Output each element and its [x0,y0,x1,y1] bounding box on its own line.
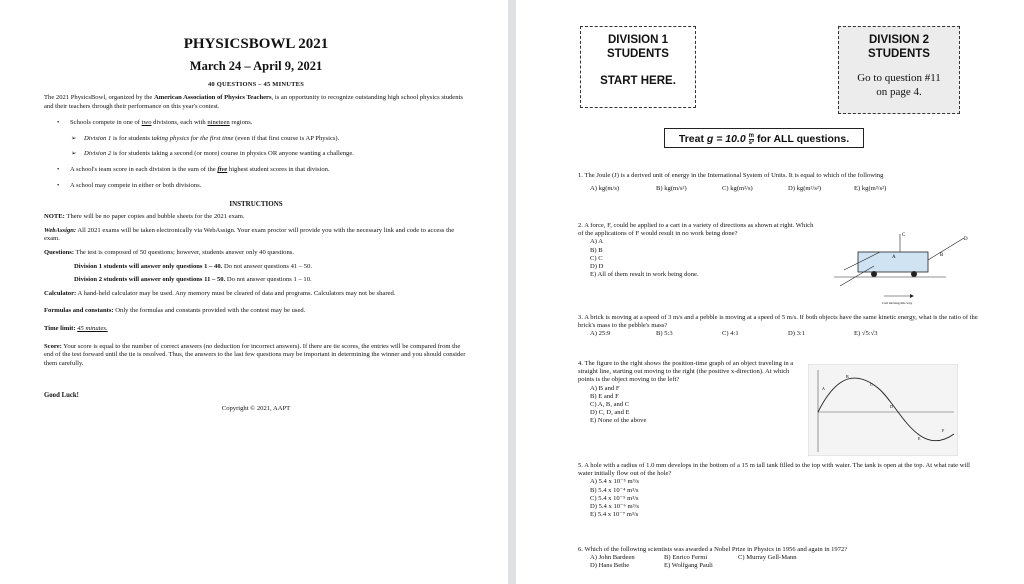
svg-text:D: D [890,404,893,409]
contest-title: PHYSICSBOWL 2021 [183,36,329,52]
position-time-graph [808,364,958,456]
rule-divisions: • Schools compete in one of two divisions, each with nineteen regions. [70,119,468,128]
page-left [0,0,508,584]
svg-text:D: D [964,237,968,242]
copyright: Copyright © 2021, AAPT [221,405,291,413]
svg-text:C: C [870,382,873,387]
svg-text:C: C [902,233,906,238]
note-row: NOTE: There will be no paper copies and bubble sheets for the 2021 exam. [44,213,245,221]
svg-text:F: F [942,428,945,433]
question-1: 1. The Joule (J) is a derived unit of energy in the International System of Units. It is equal to which of the following A) kg(m/s) B) kg(m/s²) C) kg(m²/s) D) kg(m²/s²) E) kg(m³/s²) [578,172,887,193]
intro-paragraph: The 2021 PhysicsBowl, organized by the American Association of Physics Teachers, is an opportunity to recognize outstanding high school physics students and their teachers through their performance on this year's contest. [44,94,463,110]
time-limit-row: Time limit: 45 minutes. [44,324,108,332]
rule-division-1: ➢ Division 1 is for students taking physics for the first time (even if that first course is AP Physics). [84,135,468,144]
svg-text:A: A [822,386,825,391]
question-6: 6. Which of the following scientists was awarded a Nobel Prize in Physics in 1956 and again in 1972? A) John Bardeen B) Enrico Fermi C) Murray Gell-Mann D) Hans Bethe E) Wolfgang Pauli [578,546,848,570]
question-4: 4. The figure to the right shows the position-time graph of an object traveling in a straight line, starting out moving to the right (the positive x-direction). At which points is the object moving to the left? A) B and F B) E and F C) A, B, and C D) C, D, and E E) None of the above [578,360,794,425]
good-luck: Good Luck! [44,392,79,400]
organization-name: American Association of Physics Teachers [153,94,272,101]
rule-division-2: ➢ Division 2 is for students taking a second (or more) course in physics OR anyone wanting a challenge. [84,150,468,159]
division-2-questions: Division 2 students will answer only questions 11 – 50. Do not answer questions 1 – 10. [74,276,312,284]
svg-text:E: E [918,436,921,441]
question-2: 2. A force, F, could be applied to a cart in a variety of directions as shown at right. Which of the applications of F would result in no work being done? A) A B) B C) C D) D E) All of them result in work being done. [578,222,814,279]
svg-text:B: B [846,374,849,379]
contest-subtitle: 40 QUESTIONS – 45 MINUTES [207,81,305,88]
division-2-box: DIVISION 2 STUDENTS Go to question #11 on page 4. [838,26,960,114]
gravity-note: Treat g = 10.0 $\frac{m}{\text{s²}}$ for ALL questions. [664,128,864,148]
svg-text:B: B [940,253,944,258]
cart-force-diagram [834,226,974,310]
page-right [516,0,1024,584]
division-1-questions: Division 1 students will answer only questions 1 – 40. Do not answer questions 41 – 50. [74,262,313,270]
calculator-row: Calculator: A hand-held calculator may be used. Any memory must be cleared of data and programs. Calculators may not be shared. [44,289,396,297]
rule-both-divisions: • A school may compete in either or both divisions. [70,182,468,191]
rules-list [70,119,468,190]
instructions-heading: INSTRUCTIONS [229,200,283,209]
svg-text:A: A [892,255,896,260]
webassign-row: WebAssign: All 2021 exams will be taken electronically via WebAssign. Your exam proctor will provide you with the necessary link and code to access the exam. [44,226,455,243]
svg-text:Cart moving this way: Cart moving this way [882,301,913,305]
rule-team-score: • A school's team score in each division is the sum of the five highest student scores in that division. [70,166,468,175]
question-3: 3. A brick is moving at a speed of 3 m/s and a pebble is moving at a speed of 5 m/s. If both objects have the same kinetic energy, what is the ratio of the brick's mass to the pebble's mass? A) 25:9 B) 5:3 C) 4:1 D) 3:1 E) √5:√3 [578,314,978,338]
contest-dates: March 24 – April 9, 2021 [189,59,323,73]
question-5: 5. A hole with a radius of 1.0 mm develops in the bottom of a 15 m tall tank filled to the top with water. The tank is open at the top. At what rate will water initially flow out of the hole? A) 5.4 x 10⁻⁵ m³/s B) 5.4 x 10⁻⁴ m³/s C) 5.4 x 10⁻⁵ m³/s D) 5.4 x 10⁻⁶ m³/s E) 5.4 x 10⁻⁷ m³/s [578,462,970,519]
questions-row: Questions: The test is composed of 50 questions; however, students answer only 40 questions. [44,248,294,256]
division-1-box: DIVISION 1 STUDENTS START HERE. [580,26,696,108]
score-row: Score: Your score is equal to the number of correct answers (no deduction for incorrect answers). If there are tie scores, the entries will be compared from the end of the test forward until the tie is resolved. Thus, the answers to the last few questions may be important in determining the winner and you should consider them carefully. [44,342,466,367]
formulas-row: Formulas and constants: Only the formulas and constants provided with the contest may be used. [44,307,306,315]
